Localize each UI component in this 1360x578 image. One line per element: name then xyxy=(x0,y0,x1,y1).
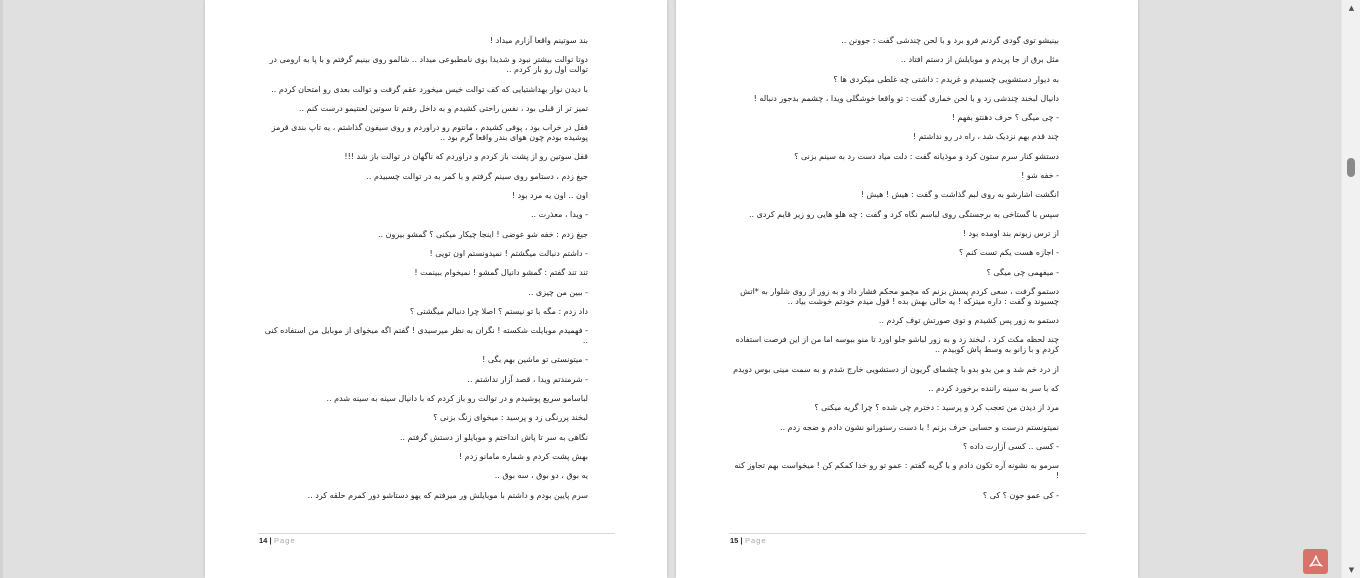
paragraph-line: - شرمندتم ویدا ، قصد آزار نداشتم .. xyxy=(467,374,588,384)
paragraph-line: چند قدم بهم نزدیک شد ، راه در رو نداشتم ! xyxy=(912,132,1059,142)
paragraph-line: چند لحظه مکث کرد ، لبخند زد و به زور لباشو جلو اورد تا منو ببوسه اما من از این فرصت استفاده کردم و با زانو به وسط پاش کوبیدم .. xyxy=(735,335,1059,355)
paragraph-line: بهش پشت کردم و شماره مامانو زدم ! xyxy=(459,451,588,461)
page-15 xyxy=(676,0,1138,578)
page-14 xyxy=(205,0,667,578)
paragraph-line: سرمو به نشونه آره تکون دادم و با گریه گفتم : عمو تو رو خدا کمکم کن ! میخواست بهم تجاوز کنه ! xyxy=(734,461,1059,481)
paragraph-line: - میفهمی چی میگی ؟ xyxy=(986,267,1059,277)
scroll-up-arrow-icon[interactable]: ▲ xyxy=(1348,4,1355,12)
page-label: Page xyxy=(274,536,296,545)
paragraph-line: - داشتم دنبالت میگشتم ! نمیدونستم اون تویی ! xyxy=(429,248,588,258)
scrollbar-thumb[interactable] xyxy=(1347,158,1355,177)
adobe-pdf-icon[interactable] xyxy=(1303,549,1328,574)
paragraph-line: بند سوتینم واقعا آزارم میداد ! xyxy=(490,36,588,45)
page-14-body xyxy=(258,36,588,510)
page-15-footer xyxy=(729,533,1086,548)
page-14-footer xyxy=(258,533,615,548)
scroll-down-arrow-icon[interactable]: ▼ xyxy=(1348,566,1355,574)
paragraph-line: لباسامو سریع پوشیدم و در توالت رو باز کردم که با دانیال سینه به سینه شدم .. xyxy=(326,394,588,404)
viewer-left-edge xyxy=(0,0,3,578)
paragraph-line: دانیال لبخند چندشی زد و با لحن خماری گفت : تو واقعا خوشگلی ویدا ، چشمم بدجور دنباله ! xyxy=(753,93,1059,103)
paragraph-line: یه بوق ، دو بوق ، سه بوق .. xyxy=(494,471,588,481)
paragraph-line: با دیدن نوار بهداشتیایی که کف توالت خیس میخورد عقم گرفت و توالت بعدی رو امتحان کردم .. xyxy=(271,84,588,94)
vertical-scrollbar[interactable] xyxy=(1341,0,1360,578)
paragraph-line: - کی عمو جون ؟ کی ؟ xyxy=(982,490,1059,500)
page-label: Page xyxy=(745,536,767,545)
paragraph-line: جیغ زدم : خفه شو عوضی ! اینجا چیکار میکنی ؟ گمشو بیرون .. xyxy=(377,229,588,239)
paragraph-line: به دیوار دستشویی چسبیدم و غریدم : داشتی چه غلطی میکردی ها ؟ xyxy=(833,74,1059,84)
paragraph-line: نمیتونستم درست و حسابی حرف بزنم ! با دست رستورانو نشون دادم و ضجه زدم .. xyxy=(780,422,1059,432)
paragraph-line: داد زدم : مگه با تو نیستم ؟ اصلا چرا دنبالم میگشتی ؟ xyxy=(409,306,588,316)
paragraph-line: - ویدا ، معذرت .. xyxy=(531,210,588,220)
paragraph-line: مثل برق از جا پریدم و موبایلش از دستم افتاد .. xyxy=(900,55,1059,65)
paragraph-line: قفل در خراب بود ، پوفی کشیدم ، مانتوم رو دراوردم و روی سیفون گذاشتم ، یه تاپ بندی قرمز پوشیده بودم چون هوای بندر واقعا گرم بود .. xyxy=(271,123,588,143)
paragraph-line: سپس با گستاخی به برجستگی روی لباسم نگاه کرد و گفت : چه هلو هایی رو زیر قایم کردی .. xyxy=(748,209,1059,219)
paragraph-line: قفل سوتین رو از پشت باز کردم و دراوردم که ناگهان در توالت باز شد !!! xyxy=(344,152,588,162)
paragraph-line: نگاهی به سر تا پاش انداختم و موبایلو از دستش گرفتم .. xyxy=(399,432,588,442)
paragraph-line: - کسی .. کسی آزارت داده ؟ xyxy=(963,441,1059,451)
paragraph-line: از ترس زبونم بند اومده بود ! xyxy=(962,228,1059,238)
paragraph-line: انگشت اشارشو به روی لبم گذاشت و گفت : هیش ! هیش ! xyxy=(860,190,1059,200)
paragraph-line: - خفه شو ! xyxy=(1021,171,1059,181)
paragraph-line: لبخند پررنگی زد و پرسید : میخوای زنگ بزنی ؟ xyxy=(433,413,588,423)
paragraph-line: - ببین من چیزی .. xyxy=(528,287,588,297)
paragraph-line: سرم پایین بودم و داشتم با موبایلش ور میرفتم که یهو دستاشو دور کمرم حلقه کرد .. xyxy=(307,490,588,500)
paragraph-line: تند تند گفتم : گمشو دانیال گمشو ! نمیخوام ببینمت ! xyxy=(414,268,588,278)
paragraph-line: دستمو به زور پس کشیدم و توی صورتش توف کردم .. xyxy=(878,316,1059,326)
paragraph-line: - اجازه هست یکم تست کنم ؟ xyxy=(959,248,1059,258)
page-number: 15 | xyxy=(730,536,743,545)
paragraph-line: از درد خم شد و من بدو بدو با چشمای گریون از دستشویی خارج شدم و به سمت مینی بوس دویدم xyxy=(733,364,1059,374)
paragraph-line: بینیشو توی گودی گردنم فرو برد و با لحن چندشی گفت : جوونن .. xyxy=(841,36,1059,45)
page-15-body xyxy=(729,36,1059,510)
paragraph-line: اون .. اون یه مرد بود ! xyxy=(511,191,588,201)
paragraph-line: مرد از دیدن من تعجب کرد و پرسید : دخترم چی شده ؟ چرا گریه میکنی ؟ xyxy=(814,403,1059,413)
paragraph-line: - فهمیدم موبایلت شکسته ! نگران به نظر میرسیدی ! گفتم اگه میخوای از موبایل من استفاده کنی .. xyxy=(264,326,588,346)
paragraph-line: - چی میگی ؟ حرف دهنتو بفهم ! xyxy=(951,113,1059,123)
paragraph-line: دوتا توالت بیشتر نبود و شدیدا بوی نامطبوعی میداد .. شالمو روی بینیم گرفتم و با پا به ارومی در توالت اول رو باز کردم .. xyxy=(269,55,588,75)
paragraph-line: دستمو گرفت ، سعی کردم پسش بزنم که مچمو محکم فشار داد و به زور از روی شلوار به *اتش چسبوند و گفت : داره میترکه ! یه حالی بهش بده ! قول میدم خودتم خوشت بیاد .. xyxy=(740,286,1059,306)
paragraph-line: جیغ زدم ، دستامو روی سینم گرفتم و با کمر به در توالت چسبیدم .. xyxy=(366,171,588,181)
paragraph-line: تمیز تر از قبلی بود ، نفس راحتی کشیدم و به داخل رفتم تا سوتین لعنتیمو درست کنم .. xyxy=(298,103,588,113)
pdf-glyph-icon xyxy=(1308,554,1324,570)
paragraph-line: - میتونستی تو ماشین بهم بگی ! xyxy=(482,355,588,365)
paragraph-line: دستشو کنار سرم ستون کرد و موذیانه گفت : دلت میاد دست رد به سینم بزنی ؟ xyxy=(794,151,1059,161)
paragraph-line: که با سر به سینه راننده برخورد کردم .. xyxy=(928,384,1059,394)
page-number: 14 | xyxy=(259,536,272,545)
